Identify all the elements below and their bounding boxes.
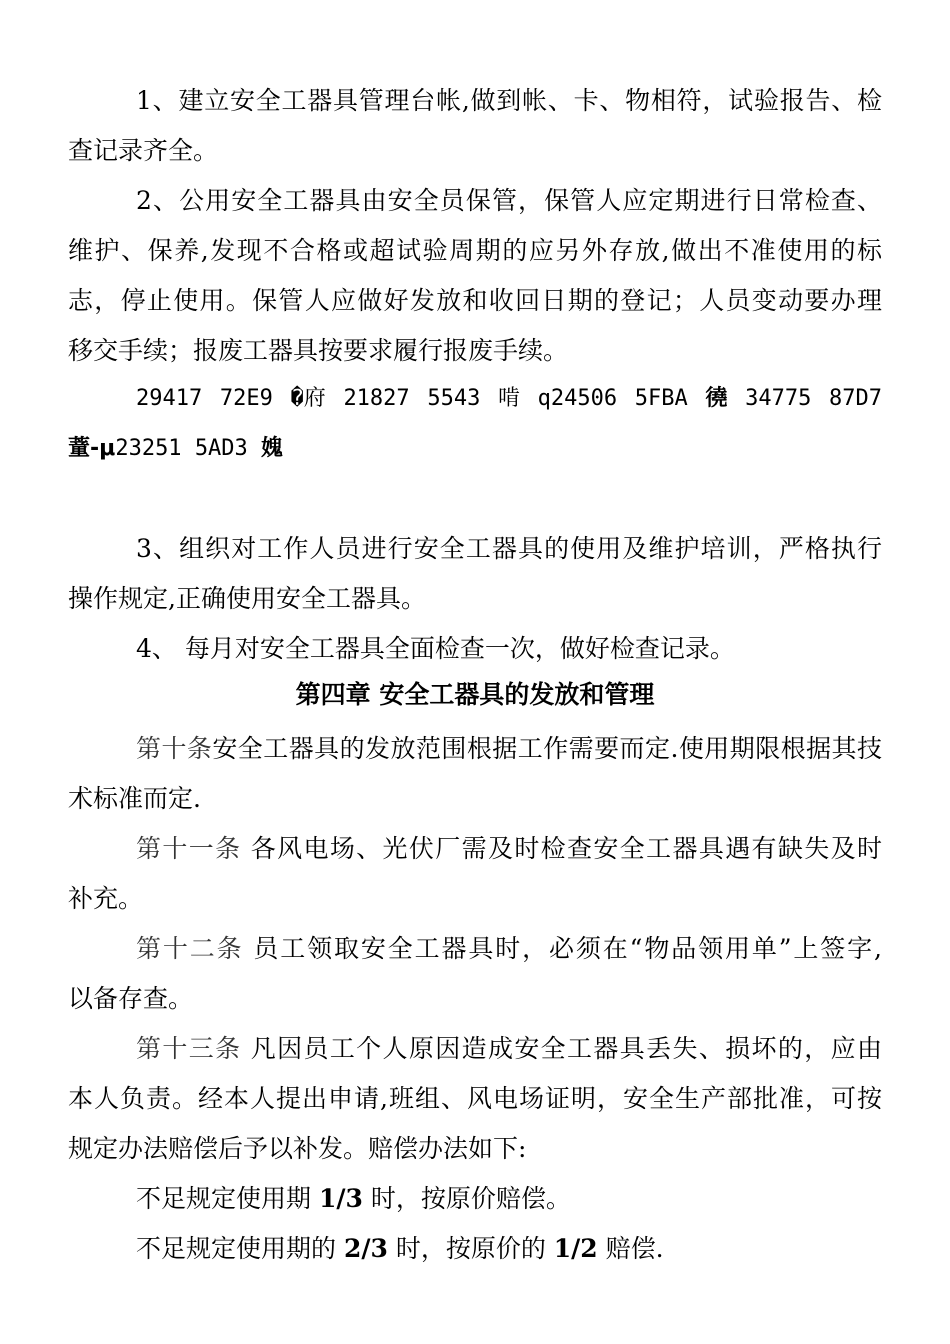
item-1-line-1: 1、建立安全工器具管理台帐,做到帐、卡、物相符，试验报告、检 [136, 86, 883, 115]
code-token: 徺 [705, 386, 728, 411]
code-token: 媿 [261, 436, 284, 461]
article-label: 第十条 [136, 734, 213, 763]
garbled-code-row-2 [68, 432, 882, 466]
code-token: 5AD3 [194, 436, 248, 461]
compensation-rule-1: 不足规定使用期 1/3 时，按原价赔偿。 [136, 1184, 571, 1213]
garbled-code-row-1 [136, 382, 882, 416]
code-token: 23251 [115, 436, 182, 461]
article-13-line-1: 第十三条 凡因员工个人原因造成安全工器具丢失、损坏的，应由 [136, 1034, 882, 1063]
item-3-line-2: 操作规定,正确使用安全工器具。 [68, 584, 426, 613]
article-13-line-3: 规定办法赔偿后予以补发。赔偿办法如下: [68, 1134, 527, 1163]
item-1-line-2: 查记录齐全。 [68, 136, 219, 165]
item-3-line-1: 3、组织对工作人员进行安全工器具的使用及维护培训，严格执行 [136, 534, 882, 563]
article-10-line-1: 第十条安全工器具的发放范围根据工作需要而定.使用期限根据其技 [136, 734, 882, 763]
code-token: 5FBA [634, 386, 688, 411]
code-token: 21827 [343, 386, 410, 411]
code-token: 啃 [497, 386, 520, 411]
article-11-line-1: 第十一条 各风电场、光伏厂需及时检查安全工器具遇有缺失及时 [136, 834, 882, 863]
article-label: 第十二条 [136, 934, 244, 963]
item-4-line-1: 4、 每月对安全工器具全面检查一次，做好检查记录。 [136, 634, 735, 663]
code-token: 5543 [427, 386, 481, 411]
article-10-line-2: 术标准而定. [68, 784, 201, 813]
code-token: 29417 [136, 386, 203, 411]
item-2-line-1: 2、公用安全工器具由安全员保管，保管人应定期进行日常检查、 [136, 186, 882, 215]
code-token: �府 [290, 386, 326, 411]
chapter-heading: 第四章 安全工器具的发放和管理 [295, 680, 655, 709]
item-2-line-3: 志，停止使用。保管人应做好发放和收回日期的登记；人员变动要办理 [68, 286, 882, 315]
item-2-line-4: 移交手续；报废工器具按要求履行报废手续。 [68, 336, 569, 365]
article-12-line-2: 以备存查。 [68, 984, 194, 1013]
code-token: 72E9 [219, 386, 273, 411]
code-token: q24506 [537, 386, 618, 411]
article-11-line-2: 补充。 [68, 884, 144, 913]
compensation-rule-2: 不足规定使用期的 2/3 时，按原价的 1/2 赔偿. [136, 1234, 664, 1263]
article-13-line-2: 本人负责。经本人提出申请,班组、风电场证明，安全生产部批准，可按 [68, 1084, 882, 1113]
article-label: 第十三条 [136, 1034, 242, 1063]
article-label: 第十一条 [136, 834, 242, 863]
code-token: 蕫-μ [68, 436, 116, 461]
article-12-line-1: 第十二条 员工领取安全工器具时，必须在“物品领用单”上签字, [136, 934, 882, 963]
code-token: 34775 [745, 386, 812, 411]
item-2-line-2: 维护、保养,发现不合格或超试验周期的应另外存放,做出不准使用的标 [68, 236, 882, 265]
code-token: 87D7 [828, 386, 882, 411]
